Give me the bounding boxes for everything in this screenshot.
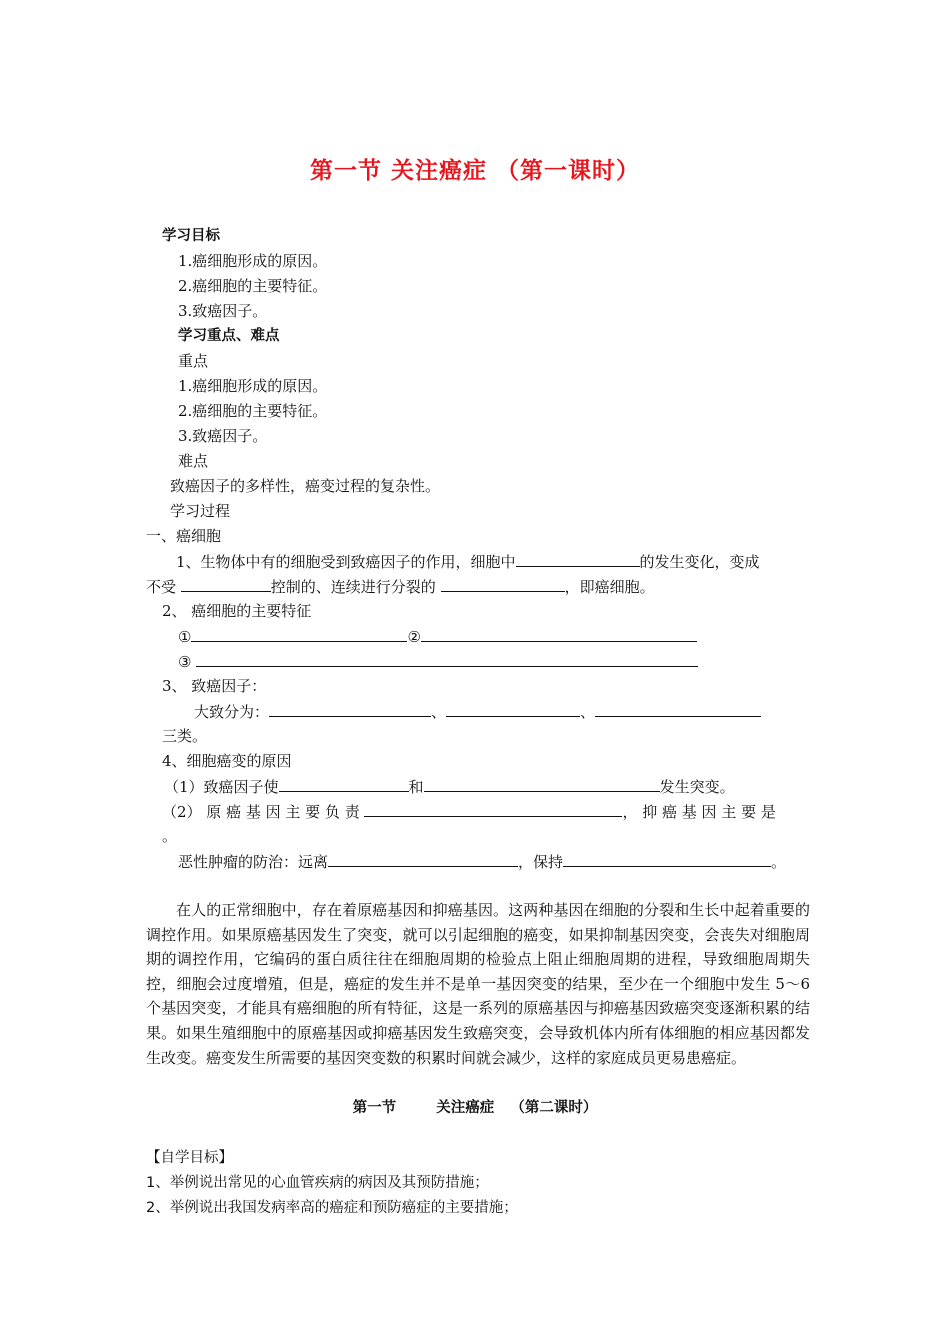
question-4-1-text-a: （1）致癌因子使	[164, 778, 279, 796]
marker-3: ③	[178, 653, 192, 671]
self-study-item: 1、举例说出常见的心血管疾病的病因及其预防措施；	[146, 1175, 489, 1191]
important-item: 3.致癌因子。	[178, 427, 268, 445]
lesson-2-title-a: 第一节	[352, 1100, 397, 1116]
question-4-1-text-b: 和	[408, 778, 424, 796]
question-1-text-a: 1、生物体中有的细胞受到致癌因子的作用，细胞中	[176, 553, 516, 571]
question-4-item-1	[164, 774, 735, 799]
fill-blank[interactable]	[516, 549, 640, 567]
difficult-text: 致癌因子的多样性，癌变过程的复杂性。	[170, 477, 441, 495]
question-3-text: 大致分为：	[194, 703, 270, 721]
fill-blank[interactable]	[328, 849, 518, 867]
fill-blank[interactable]	[364, 799, 622, 817]
question-1-text-e: ，即癌细胞。	[564, 578, 655, 596]
question-4: 4、细胞癌变的原因	[162, 752, 292, 770]
fill-blank[interactable]	[595, 699, 761, 717]
self-study-heading: 【自学目标】	[146, 1150, 233, 1166]
question-1-text-c: 不受	[146, 578, 177, 596]
question-1-continued	[146, 574, 655, 599]
prevention-text-b: ，保持	[518, 853, 564, 871]
objectives-heading: 学习目标	[162, 228, 220, 244]
separator: 、	[580, 703, 596, 721]
question-4-2-text-a: （2） 原 癌 基 因 主 要 负 责	[162, 803, 360, 821]
question-4-item-2	[162, 799, 776, 824]
fill-blank[interactable]	[196, 649, 698, 667]
question-4-2-text-b: ， 抑 癌 基 因 主 要 是	[622, 803, 776, 821]
fill-blank[interactable]	[563, 849, 771, 867]
marker-2: ②	[407, 628, 421, 646]
self-study-item: 2、举例说出我国发病率高的癌症和预防癌症的主要措施；	[146, 1200, 518, 1216]
lesson-2-title-b: 关注癌症	[436, 1100, 495, 1116]
marker-1: ①	[178, 628, 192, 646]
fill-blank[interactable]	[191, 624, 407, 642]
question-3: 3、 致癌因子：	[162, 677, 267, 695]
page-title: 第一节 关注癌症 （第一课时）	[309, 158, 640, 184]
feature-line-1	[178, 624, 697, 649]
key-points-heading: 学习重点、难点	[178, 328, 280, 344]
important-label: 重点	[178, 352, 209, 370]
important-item: 2.癌细胞的主要特征。	[178, 402, 328, 420]
question-4-1-text-c: 发生突变。	[659, 778, 735, 796]
objective-item: 3.致癌因子。	[178, 302, 268, 320]
prevention-text-c: 。	[771, 853, 787, 871]
lesson-2-title	[0, 1096, 950, 1117]
question-2: 2、 癌细胞的主要特征	[162, 602, 312, 620]
prevention-line	[178, 849, 786, 874]
fill-blank[interactable]	[421, 624, 697, 642]
fill-blank[interactable]	[424, 774, 660, 792]
question-4-item-2-end: 。	[162, 827, 178, 845]
separator: 、	[431, 703, 447, 721]
question-3-categories	[194, 699, 761, 724]
prevention-text-a: 恶性肿瘤的防治：远离	[178, 853, 329, 871]
fill-blank[interactable]	[269, 699, 431, 717]
feature-line-2	[178, 649, 698, 674]
lesson-2-title-c: （第二课时）	[510, 1100, 598, 1116]
fill-blank[interactable]	[441, 574, 565, 592]
important-item: 1.癌细胞形成的原因。	[178, 377, 328, 395]
question-3-end: 三类。	[162, 727, 208, 745]
question-1-text-b: 的发生变化，变成	[639, 553, 760, 571]
body-paragraph: 在人的正常细胞中，存在着原癌基因和抑癌基因。这两种基因在细胞的分裂和生长中起着重要的调控作用。如果原癌基因发生了突变，就可以引起细胞的癌变，如果抑制基因突变，会丧失对细胞周期的调控作用，它编码的蛋白质往往在细胞周期的检验点上阻止细胞周期的进程，导致细胞周期失控，细胞会过度增殖，但是，癌症的发生并不是单一基因突变的结果，至少在一个细胞中发生 5～6 个基因突变，才能具有癌细胞的所有特征，这是一系列的原癌基因与抑癌基因致癌突变逐渐积累的结果。如果生殖细胞中的原癌基因或抑癌基因发生致癌突变，会导致机体内所有体细胞的相应基因都发生改变。癌变发生所需要的基因突变数的积累时间就会减少，这样的家庭成员更易患癌症。	[146, 901, 810, 1067]
objective-item: 1.癌细胞形成的原因。	[178, 252, 328, 270]
question-1	[176, 549, 760, 574]
difficult-label: 难点	[178, 452, 209, 470]
fill-blank[interactable]	[181, 574, 271, 592]
section-heading: 一、癌细胞	[146, 527, 222, 545]
question-1-text-d: 控制的、连续进行分裂的	[270, 578, 436, 596]
fill-blank[interactable]	[279, 774, 409, 792]
process-heading: 学习过程	[170, 502, 231, 520]
objective-item: 2.癌细胞的主要特征。	[178, 277, 328, 295]
fill-blank[interactable]	[446, 699, 580, 717]
